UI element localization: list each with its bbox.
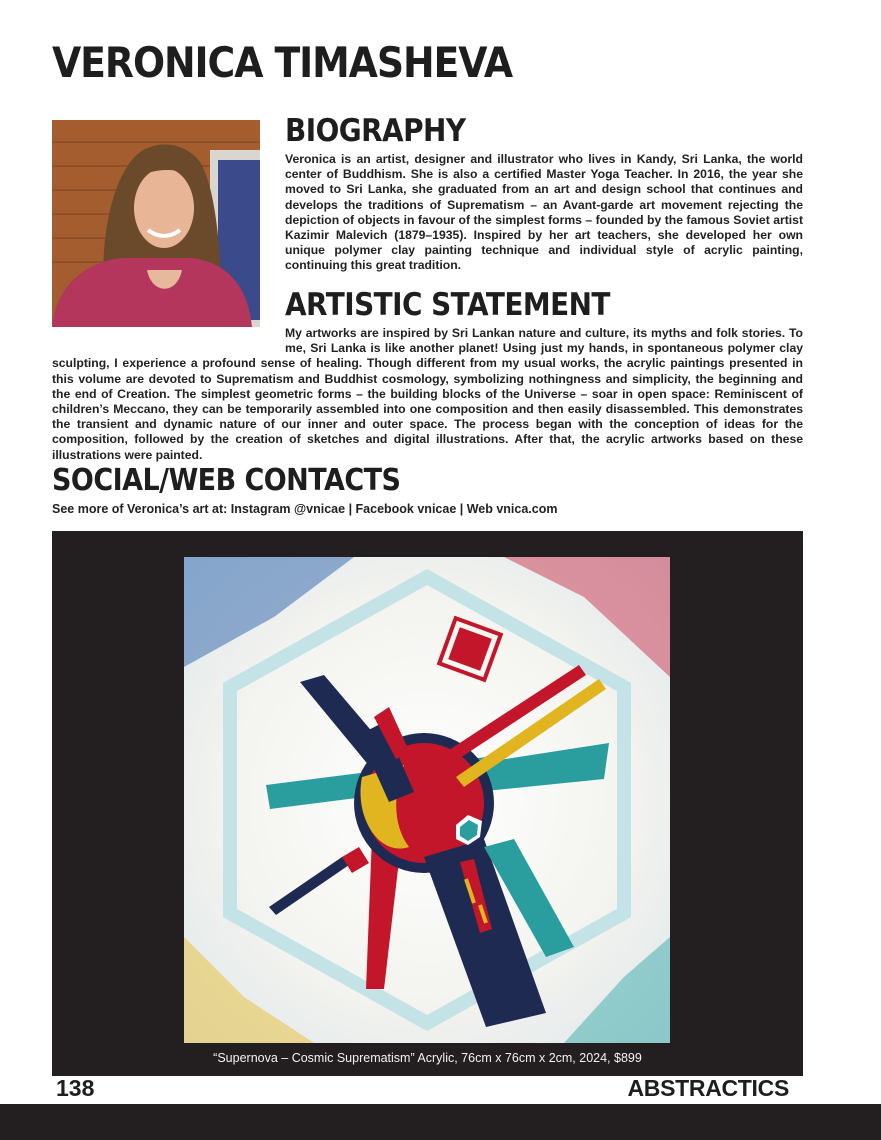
biography-heading: BIOGRAPHY [285, 113, 466, 149]
artwork-painting [184, 557, 670, 1043]
biography-text: Veronica is an artist, designer and illustrator who lives in Kandy, Sri Lanka, the world center of Buddhism. She is also a certified Master Yoga Teacher. In 2016, the year she moved to Sri Lanka, she graduated from an art and design school that continues and develops the traditions of Suprematism – an Avant-garde art movement rejecting the depiction of objects in favour of the simplest forms – founded by the famous Soviet artist Kazimir Malevich (1879–1935). Inspired by her art teachers, she developed her own unique polymer clay painting technique and individual style of acrylic painting, continuing this great tradition. [285, 152, 803, 273]
portrait-photo [52, 120, 260, 327]
social-contacts-heading: SOCIAL/WEB CONTACTS [52, 463, 401, 498]
artistic-statement-text: My artworks are inspired by Sri Lankan nature and culture, its myths and folk stories. To me, Sri Lanka is like another planet! Using just my hands, in spontaneous polymer clay sculpting, I experience a profound sense of healing. Though different from my usual works, the acrylic paintings presented in this volume are devoted to Suprematism and Buddhist cosmology, symbolizing nothingness and simplicity, the beginning and the end of Creation. The simplest geometric forms – the building blocks of the Universe – soar in open space: Reminiscent of children’s Meccano, they can be temporarily assembled into one composition and then easily disassembled. This demonstrates the transient and dynamic nature of our inner and outer space. The process began with the conception of ideas for the composition, followed by the creation of sketches and digital illustrations. After that, the acrylic artworks based on these illustrations were painted. [52, 326, 803, 462]
social-contacts-text: See more of Veronica’s art at: Instagram @vnicae | Facebook vnicae | Web vnica.com [52, 502, 558, 516]
artist-portrait [52, 120, 260, 327]
artwork-panel [52, 531, 803, 1076]
footer-bar [0, 1104, 881, 1140]
artist-name: VERONICA TIMASHEVA [52, 38, 513, 87]
page-number: 138 [56, 1075, 95, 1101]
artwork-caption: “Supernova – Cosmic Suprematism” Acrylic, 76cm x 76cm x 2cm, 2024, $899 [213, 1051, 642, 1065]
artistic-statement-heading: ARTISTIC STATEMENT [285, 287, 610, 323]
section-title: ABSTRACTICS [627, 1075, 789, 1101]
